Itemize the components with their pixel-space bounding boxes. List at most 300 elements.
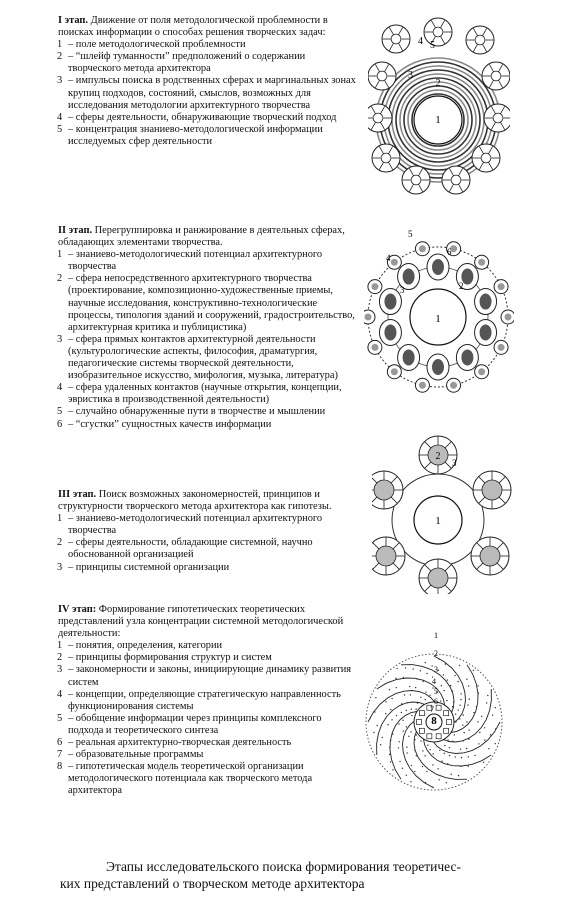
dot — [420, 670, 421, 671]
dot — [452, 706, 453, 707]
dot — [414, 771, 415, 772]
item-text: – концепции, определяющие стратегическую направленность функционирования системы — [68, 688, 341, 712]
system-core — [376, 546, 396, 566]
stage-2-list — [58, 249, 358, 430]
dot — [445, 663, 446, 664]
dot — [389, 747, 390, 748]
diagram-label: 2 — [435, 78, 441, 89]
dot — [385, 713, 386, 714]
item-text: – случайно обнаруженные пути в творчестве и мышлении — [68, 406, 326, 418]
dot — [495, 707, 496, 708]
list-item — [58, 562, 358, 574]
dot — [398, 747, 399, 748]
item-text: – образовательные программы — [68, 749, 204, 761]
dot — [412, 668, 413, 669]
sphere-core — [403, 349, 415, 365]
dot — [424, 755, 425, 756]
dot — [417, 702, 418, 703]
dot — [411, 715, 412, 716]
dot — [460, 766, 461, 767]
dot — [462, 724, 463, 725]
item-text: – знаниево-методологический потенциал архитектурного творчества — [68, 249, 323, 273]
item-number: 1 — [57, 640, 63, 652]
stage-1-title: Движение от поля методологической проблемности в поисках информации о способах решения творческих задач: — [58, 15, 328, 39]
stage-2-label: II этап. — [58, 225, 93, 236]
dot — [488, 748, 489, 749]
satellite-core — [391, 34, 401, 44]
dot — [387, 724, 388, 725]
outer-sphere-core — [365, 314, 372, 321]
satellite-core — [373, 113, 383, 123]
dot — [399, 741, 400, 742]
diagram-label: 1 — [435, 515, 441, 527]
dot — [404, 694, 405, 695]
item-number: 1 — [57, 513, 63, 525]
dot — [414, 749, 415, 750]
stage-4-list — [58, 640, 358, 797]
dot — [427, 745, 428, 746]
dot — [373, 732, 374, 733]
dot — [406, 775, 407, 776]
list-item — [58, 75, 358, 111]
stage-3-list — [58, 513, 358, 573]
dot — [406, 710, 407, 711]
dot — [389, 689, 390, 690]
dot — [459, 705, 460, 706]
stage-3-label: III этап. — [58, 489, 97, 500]
dot — [477, 685, 478, 686]
item-number: 6 — [57, 418, 63, 430]
stage-2-title: Перегруппировка и ранжирование в деятельных сферах, обладающих элементами творчества. — [58, 225, 345, 249]
list-item — [58, 273, 358, 333]
outer-sphere-core — [498, 283, 505, 290]
dot — [410, 694, 411, 695]
diagram-label: 8 — [431, 715, 437, 727]
system-circles — [372, 436, 511, 594]
block — [427, 734, 432, 739]
dot — [405, 667, 406, 668]
dot — [398, 723, 399, 724]
stage-3-title: Поиск возможных закономерностей, принципов и структурности творческого метода архитектора как гипотезы. — [58, 489, 332, 513]
dot — [440, 700, 441, 701]
dot — [466, 748, 467, 749]
dot — [402, 720, 403, 721]
dot — [396, 715, 397, 716]
dot — [452, 741, 453, 742]
list-item — [58, 664, 358, 688]
caption-line-2: ких представлений о творческом методе архитектора — [60, 876, 365, 891]
block — [444, 711, 449, 716]
list-item — [58, 382, 358, 406]
dot — [460, 699, 461, 700]
stage-1-diagram — [368, 14, 510, 196]
stage-1-label: I этап. — [58, 15, 89, 26]
block — [417, 720, 422, 725]
dot — [416, 734, 417, 735]
sphere-core — [461, 349, 473, 365]
dot — [495, 728, 496, 729]
outer-sphere-core — [478, 368, 485, 375]
dot — [429, 749, 430, 750]
dot — [453, 701, 454, 702]
diagram-label: 7 — [430, 705, 434, 714]
dot — [486, 702, 487, 703]
list-item — [58, 749, 358, 761]
sphere-core — [384, 324, 396, 340]
diagram-label: 4 — [418, 36, 423, 47]
dot — [459, 718, 460, 719]
block — [419, 711, 424, 716]
dot — [396, 668, 397, 669]
dot — [450, 685, 451, 686]
dot — [391, 698, 392, 699]
item-text: – “сгустки” сущностных качеств информации — [68, 418, 272, 430]
dot — [408, 736, 409, 737]
diagram-label: 1 — [434, 632, 438, 640]
stage-4-title: Формирование гипотетических теоретических представлений узла концентрации системной методологической деятельности: — [58, 604, 344, 640]
item-text: – концентрация знаниево-методологической информации исследуемых сфер деятельности — [68, 123, 323, 147]
diagram-label: 5 — [434, 687, 438, 696]
list-item — [58, 249, 358, 273]
stage-4-label: IV этап: — [58, 604, 97, 615]
dot — [390, 709, 391, 710]
dot — [420, 740, 421, 741]
dot — [396, 687, 397, 688]
dot — [443, 674, 444, 675]
dot — [490, 734, 491, 735]
dot — [449, 747, 450, 748]
list-item — [58, 419, 358, 431]
stage-1-text — [58, 15, 358, 148]
dot — [420, 697, 421, 698]
dot — [432, 764, 433, 765]
dot — [469, 699, 470, 700]
system-core — [480, 546, 500, 566]
satellite-core — [433, 27, 443, 37]
dot — [392, 734, 393, 735]
dot — [411, 765, 412, 766]
stage-2-diagram — [364, 227, 514, 407]
block — [444, 728, 449, 733]
dot — [422, 766, 423, 767]
item-number: 2 — [57, 51, 63, 63]
dot — [483, 762, 484, 763]
diagram-label: 1 — [435, 313, 441, 325]
dot — [431, 786, 432, 787]
satellite-core — [493, 113, 503, 123]
stage-3-diagram — [372, 428, 522, 594]
item-number: 1 — [57, 249, 63, 261]
dot — [439, 659, 440, 660]
item-number: 4 — [57, 382, 63, 394]
dot — [473, 670, 474, 671]
dot — [406, 726, 407, 727]
dot — [444, 753, 445, 754]
list-item — [58, 713, 358, 737]
satellite-core — [451, 175, 461, 185]
sphere-core — [384, 294, 396, 310]
list-item — [58, 334, 358, 382]
item-text: – “шлейф туманности” предположений о содержании творческого метода архитектора — [68, 51, 306, 75]
dot — [446, 700, 447, 701]
dot — [410, 731, 411, 732]
dot — [432, 753, 433, 754]
block — [419, 728, 424, 733]
stage-3-heading — [58, 489, 358, 513]
dot — [447, 679, 448, 680]
list-item — [58, 406, 358, 418]
stage-3-text — [58, 489, 358, 574]
item-text: – знаниево-методологический потенциал архитектурного творчества — [68, 513, 323, 537]
diagram-label: 2 — [459, 281, 464, 291]
dot — [468, 738, 469, 739]
dot — [473, 712, 474, 713]
dot — [476, 706, 477, 707]
dot — [446, 782, 447, 783]
dot — [451, 774, 452, 775]
dot — [426, 673, 427, 674]
dot — [391, 719, 392, 720]
item-number: 1 — [57, 39, 63, 51]
dot — [492, 714, 493, 715]
dot — [457, 709, 458, 710]
dot — [429, 695, 430, 696]
dot — [402, 768, 403, 769]
item-number: 2 — [57, 652, 63, 664]
item-text: – сфера удаленных контактов (научные открытия, концепции, эвристика в производственной деятельности) — [68, 382, 342, 406]
outer-sphere-core — [419, 245, 426, 252]
dot — [474, 755, 475, 756]
item-text: – сферы деятельности, обладающие системной, научно обоснованной организацией — [68, 537, 313, 561]
diagram-label: 5 — [408, 229, 413, 239]
stage-1-heading — [58, 15, 358, 39]
dot — [401, 712, 402, 713]
sphere-core — [432, 259, 444, 275]
diagram-label: 4 — [432, 677, 436, 686]
dot — [403, 677, 404, 678]
diagram-label: 2 — [434, 649, 438, 658]
item-text: – сфера прямых контактов архитектурной деятельности (культурологические аспекты, философия, драматургия, педагогические системы творческой деятельности, изобразительное искусство, мифология, музыка, литература) — [68, 333, 338, 382]
dot — [447, 739, 448, 740]
dot — [484, 739, 485, 740]
dot — [444, 745, 445, 746]
dot — [487, 695, 488, 696]
list-item — [58, 737, 358, 749]
caption-line-1: Этапы исследовательского поиска формирования теоретичес- — [106, 859, 461, 874]
dot — [439, 750, 440, 751]
item-text: – закономерности и законы, инициирующие динамику развития систем — [68, 664, 352, 688]
diagram-label: 6 — [447, 247, 452, 257]
dot — [455, 721, 456, 722]
outer-sphere-core — [391, 368, 398, 375]
item-number: 7 — [57, 749, 63, 761]
item-number: 2 — [57, 537, 63, 549]
list-item — [58, 652, 358, 664]
item-text: – импульсы поиска в родственных сферах и маргинальных зонах крупиц подходов, состояний, смыслов, возможных для исследования методологии архитектурного творчества — [68, 75, 356, 111]
dot — [463, 714, 464, 715]
system-core — [374, 480, 394, 500]
stage-1-list — [58, 39, 358, 148]
diagram-label: 3 — [400, 285, 405, 295]
dot — [374, 711, 375, 712]
dot — [463, 732, 464, 733]
figure-caption — [60, 858, 560, 892]
dot — [455, 756, 456, 757]
dot — [441, 685, 442, 686]
dot — [389, 754, 390, 755]
dot — [424, 699, 425, 700]
dot — [425, 691, 426, 692]
dot — [431, 665, 432, 666]
diagram-label: 6 — [434, 697, 438, 706]
list-item — [58, 39, 358, 51]
list-item — [58, 513, 358, 537]
dot — [460, 693, 461, 694]
dot — [468, 766, 469, 767]
dot — [479, 732, 480, 733]
dot — [437, 768, 438, 769]
outer-sphere-core — [450, 382, 457, 389]
dot — [407, 702, 408, 703]
list-item — [58, 537, 358, 561]
dot — [392, 769, 393, 770]
sphere-core — [403, 269, 415, 285]
dot — [401, 703, 402, 704]
item-text: – принципы системной организации — [68, 561, 230, 573]
satellite-core — [475, 35, 485, 45]
diagram-label: 1 — [435, 114, 441, 126]
dot — [416, 755, 417, 756]
dot — [422, 750, 423, 751]
list-item — [58, 689, 358, 713]
stage-2-heading — [58, 225, 358, 249]
dot — [395, 677, 396, 678]
diagram-label: 3 — [434, 665, 438, 674]
item-number: 5 — [57, 123, 63, 135]
dot — [409, 686, 410, 687]
outer-sphere-core — [419, 382, 426, 389]
dot — [411, 709, 412, 710]
outer-sphere-core — [498, 344, 505, 351]
dot — [426, 771, 427, 772]
dot — [466, 721, 467, 722]
dot — [403, 730, 404, 731]
sphere-core — [432, 359, 444, 375]
outer-sphere-core — [478, 259, 485, 266]
item-text: – гипотетическая модель теоретической организации методологического потенциала как творческого метода архитектора — [68, 761, 313, 797]
list-item — [58, 112, 358, 124]
spiral-arrow — [424, 739, 492, 766]
dot — [414, 739, 415, 740]
dot — [454, 734, 455, 735]
stage-4-text — [58, 604, 358, 798]
dot — [443, 690, 444, 691]
dot — [449, 755, 450, 756]
dot — [369, 718, 370, 719]
outer-sphere-core — [371, 344, 378, 351]
item-number: 5 — [57, 712, 63, 724]
dot — [467, 704, 468, 705]
item-number: 3 — [57, 664, 63, 676]
item-number: 8 — [57, 761, 63, 773]
list-item — [58, 51, 358, 75]
item-text: – обобщение информации через принципы комплексного подхода и теоретического синтеза — [68, 712, 322, 736]
dot — [390, 740, 391, 741]
dot — [459, 665, 460, 666]
item-text: – реальная архитектурно-творческая деятельность — [68, 737, 292, 749]
satellite-core — [491, 71, 501, 81]
dot — [468, 729, 469, 730]
item-number: 2 — [57, 273, 63, 285]
satellite-core — [381, 153, 391, 163]
dot — [458, 775, 459, 776]
spiral-arrow — [390, 712, 417, 780]
sphere-core — [480, 294, 492, 310]
outer-sphere-core — [371, 283, 378, 290]
dot — [375, 697, 376, 698]
item-text: – принципы формирования структур и систем — [68, 652, 272, 664]
satellite-core — [377, 71, 387, 81]
satellite-core — [481, 153, 491, 163]
dot — [406, 746, 407, 747]
sphere-core — [480, 324, 492, 340]
outer-sphere-core — [505, 314, 512, 321]
system-core — [428, 568, 448, 588]
stage-4-heading — [58, 604, 358, 640]
item-number: 4 — [57, 688, 63, 700]
dot — [468, 685, 469, 686]
diagram-label: 4 — [386, 253, 391, 263]
dot — [410, 781, 411, 782]
dot — [484, 727, 485, 728]
item-number: 6 — [57, 737, 63, 749]
dot — [460, 748, 461, 749]
diagram-label: 3 — [408, 70, 413, 81]
list-item — [58, 640, 358, 652]
dot — [390, 761, 391, 762]
item-text: – поле методологической проблемности — [68, 39, 246, 51]
dot — [438, 779, 439, 780]
stage-2-text — [58, 225, 358, 431]
dot — [385, 701, 386, 702]
dot — [382, 737, 383, 738]
outer-sphere-core — [391, 259, 398, 266]
dot — [380, 744, 381, 745]
stage-4-diagram — [364, 632, 514, 804]
dot — [425, 662, 426, 663]
item-number: 4 — [57, 111, 63, 123]
diagram-label: 5 — [430, 40, 435, 51]
dot — [478, 743, 479, 744]
dot — [455, 713, 456, 714]
dot — [461, 757, 462, 758]
dot — [452, 690, 453, 691]
diagram-label: 3 — [452, 458, 457, 468]
dot — [454, 675, 455, 676]
dot — [441, 760, 442, 761]
dot — [495, 743, 496, 744]
dot — [415, 708, 416, 709]
dot — [457, 681, 458, 682]
item-number: 3 — [57, 333, 63, 345]
dot — [481, 716, 482, 717]
dot — [447, 763, 448, 764]
dot — [417, 678, 418, 679]
dot — [478, 692, 479, 693]
system-core — [482, 480, 502, 500]
dot — [415, 687, 416, 688]
dot — [463, 740, 464, 741]
